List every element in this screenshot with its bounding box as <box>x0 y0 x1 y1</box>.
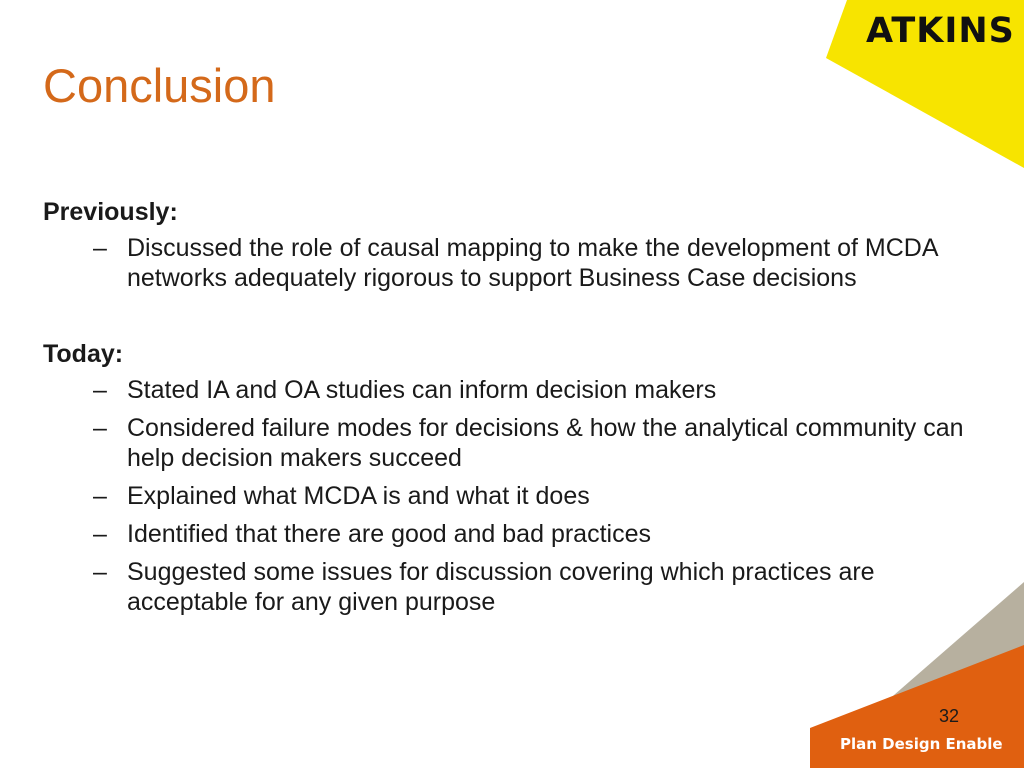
list-item-text: Considered failure modes for decisions & how the analytical community can help decision makers succeed <box>127 414 964 472</box>
slide-content <box>43 197 973 625</box>
list-item <box>43 233 973 293</box>
list-item-text: Explained what MCDA is and what it does <box>127 482 590 510</box>
list-item-text: Suggested some issues for discussion covering which practices are acceptable for any given purpose <box>127 558 875 616</box>
bullet-dash: – <box>93 482 107 510</box>
section-heading: Previously: <box>43 198 178 226</box>
bullet-list <box>43 233 973 293</box>
list-item <box>43 375 973 405</box>
list-item <box>43 413 973 473</box>
list-item-text: Discussed the role of causal mapping to make the development of MCDA networks adequately rigorous to support Business Case decisions <box>127 234 938 292</box>
section-today <box>43 339 973 617</box>
page-number: 32 <box>939 706 960 726</box>
section-heading: Today: <box>43 340 124 368</box>
bullet-dash: – <box>93 558 107 586</box>
list-item-text: Identified that there are good and bad practices <box>127 520 651 548</box>
atkins-logo: ATKINS <box>866 11 1015 51</box>
section-previously <box>43 197 973 293</box>
bullet-dash: – <box>93 376 107 404</box>
list-item <box>43 519 973 549</box>
bullet-dash: – <box>93 520 107 548</box>
slide-title: Conclusion <box>43 59 276 112</box>
bullet-dash: – <box>93 414 107 442</box>
list-item-text: Stated IA and OA studies can inform decision makers <box>127 376 717 404</box>
list-item <box>43 557 973 617</box>
list-item <box>43 481 973 511</box>
brand-tagline: Plan Design Enable <box>840 735 1003 753</box>
bullet-list <box>43 375 973 617</box>
bullet-dash: – <box>93 234 107 262</box>
